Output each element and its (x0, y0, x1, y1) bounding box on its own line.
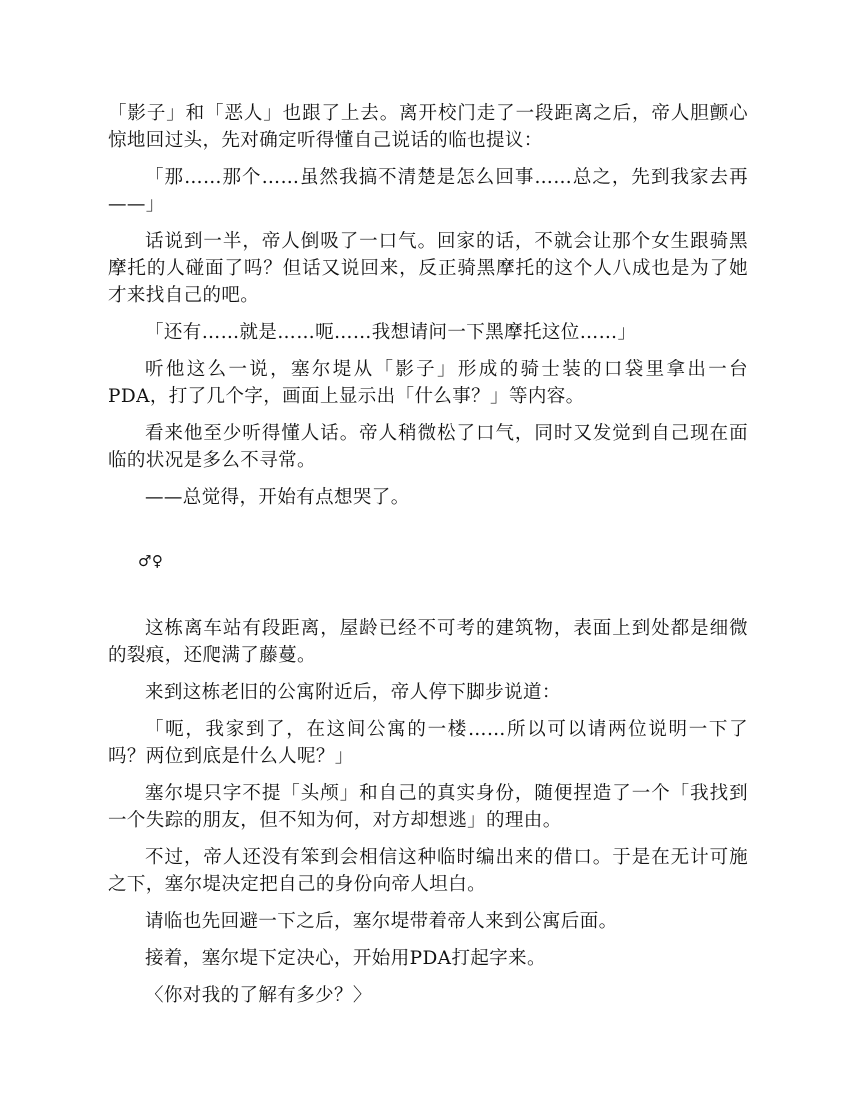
paragraph: ——总觉得，开始有点想哭了。 (145, 487, 410, 508)
paragraph: 话说到一半，帝人倒吸了一口气。回家的话，不就会让那个女生跟骑黑摩托的人碰面了吗？但话又说回来，反正骑黑摩托的这个人八成也是为了她才来找自己的吧。 (108, 231, 748, 306)
paragraph: 看来他至少听得懂人话。帝人稍微松了口气，同时又发觉到自己现在面临的状况是多么不寻常。 (108, 423, 748, 471)
paragraph: 塞尔堤只字不提「头颅」和自己的真实身份，随便捏造了一个「我找到一个失踪的朋友，但不知为何，对方却想逃」的理由。 (108, 783, 748, 831)
paragraph: 接着，塞尔堤下定决心，开始用PDA打起字来。 (145, 948, 546, 969)
paragraph: 不过，帝人还没有笨到会相信这种临时编出来的借口。于是在无计可施之下，塞尔堤决定把自己的身份向帝人坦白。 (108, 847, 748, 895)
paragraph: 「呃，我家到了，在这间公寓的一楼……所以可以请两位说明一下了吗？两位到底是什么人呢？」 (108, 719, 748, 767)
paragraph: 来到这栋老旧的公寓附近后，帝人停下脚步说道： (145, 682, 561, 703)
paragraph: 请临也先回避一下之后，塞尔堤带着帝人来到公寓后面。 (145, 911, 618, 932)
paragraph: 听他这么一说，塞尔堤从「影子」形成的骑士装的口袋里拿出一台PDA，打了几个字，画面上显示出「什么事？」等内容。 (108, 359, 748, 407)
paragraph: 这栋离车站有段距离，屋龄已经不可考的建筑物，表面上到处都是细微的裂痕，还爬满了藤蔓。 (108, 618, 748, 666)
document-page (108, 100, 748, 1019)
section-separator: ♂♀ (138, 552, 164, 570)
paragraph: 「影子」和「恶人」也跟了上去。离开校门走了一段距离之后，帝人胆颤心惊地回过头，先对确定听得懂自己说话的临也提议： (108, 103, 748, 151)
paragraph: 〈你对我的了解有多少？〉 (145, 985, 372, 1006)
paragraph: 「那……那个……虽然我搞不清楚是怎么回事……总之，先到我家去再——」 (108, 167, 748, 215)
paragraph: 「还有……就是……呃……我想请问一下黑摩托这位……」 (145, 322, 637, 343)
